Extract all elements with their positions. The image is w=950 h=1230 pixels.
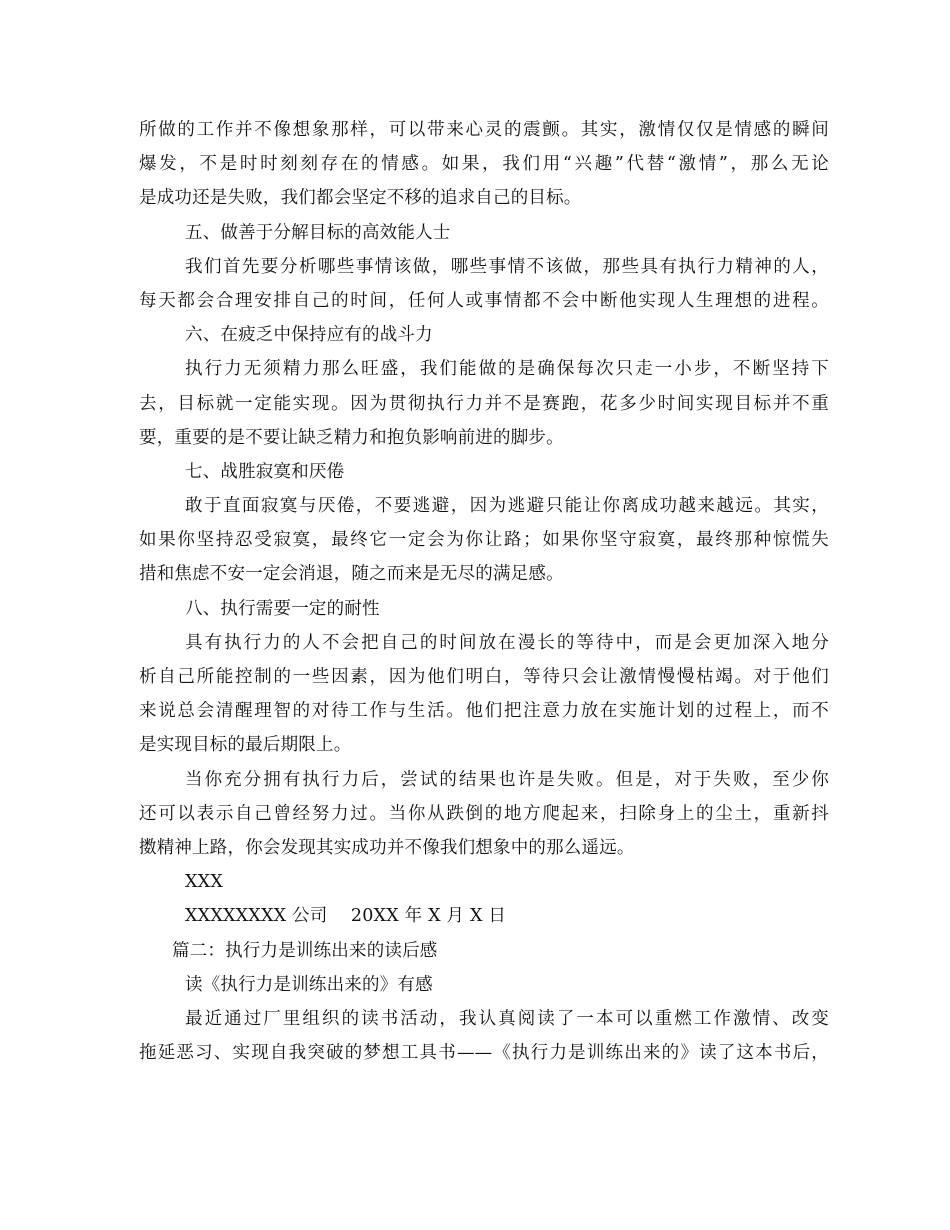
text-line: 敢于直面寂寞与厌倦，不要逃避，因为逃避只能让你离成功越来越远。其实， [185, 496, 829, 517]
text-line: 爆发，不是时时刻刻存在的情感。如果，我们用“兴趣”代替“激情”，那么无论 [139, 154, 829, 175]
text-line: 拖延恶习、实现自我突破的梦想工具书——《执行力是训练出来的》读了这本书后， [139, 1043, 829, 1064]
text-line: 析自己所能控制的一些因素，因为他们明白，等待只会让激情慢慢枯竭。对于他们 [139, 667, 829, 687]
section-heading-8: 八、执行需要一定的耐性 [185, 598, 380, 619]
text-line: 措和焦虑不安一定会消退，随之而来是无尽的满足感。 [139, 564, 564, 585]
section-heading-5: 五、做善于分解目标的高效能人士 [185, 222, 451, 243]
text-line: 去，目标就一定能实现。因为贯彻执行力并不是赛跑，花多少时间实现目标并不重 [139, 393, 829, 414]
article-title: 读《执行力是训练出来的》有感 [185, 974, 433, 995]
signature-name: XXX [185, 872, 223, 893]
text-line: 是实现目标的最后期限上。 [139, 735, 352, 756]
text-line: 最近通过厂里组织的读书活动，我认真阅读了一本可以重燃工作激情、改变 [185, 1008, 829, 1029]
text-line: 所做的工作并不像想象那样，可以带来心灵的震颤。其实，激情仅仅是情感的瞬间 [139, 120, 829, 140]
text-line: 是成功还是失败，我们都会坚定不移的追求自己的目标。 [139, 188, 582, 209]
section-heading-6: 六、在疲乏中保持应有的战斗力 [185, 325, 433, 346]
section-heading-7: 七、战胜寂寞和厌倦 [185, 461, 345, 482]
signature-company-date: XXXXXXXX 公司 20XX 年 X 月 X 日 [185, 906, 507, 927]
text-line: 具有执行力的人不会把自己的时间放在漫长的等待中，而是会更加深入地分 [185, 632, 829, 653]
text-line: 每天都会合理安排自己的时间，任何人或事情都不会中断他实现人生理想的进程。 [139, 290, 829, 311]
text-line: 要，重要的是不要让缺乏精力和抱负影响前进的脚步。 [139, 427, 564, 448]
text-line: 还可以表示自己曾经努力过。当你从跌倒的地方爬起来，扫除身上的尘土，重新抖 [139, 803, 829, 824]
text-line: 我们首先要分析哪些事情该做，哪些事情不该做，那些具有执行力精神的人， [185, 256, 829, 277]
document-body [139, 113, 829, 1070]
text-line: 擞精神上路，你会发现其实成功并不像我们想象中的那么遥远。 [139, 837, 635, 858]
text-line: 来说总会清醒理智的对待工作与生活。他们把注意力放在实施计划的过程上，而不 [139, 701, 829, 722]
text-line: 当你充分拥有执行力后，尝试的结果也许是失败。但是，对于失败，至少你 [185, 769, 829, 790]
text-line: 如果你坚持忍受寂寞，最终它一定会为你让路；如果你坚守寂寞，最终那种惊慌失 [139, 530, 829, 551]
chapter-title: 篇二：执行力是训练出来的读后感 [172, 940, 438, 961]
text-line: 执行力无须精力那么旺盛，我们能做的是确保每次只走一小步，不断坚持下 [185, 359, 829, 380]
